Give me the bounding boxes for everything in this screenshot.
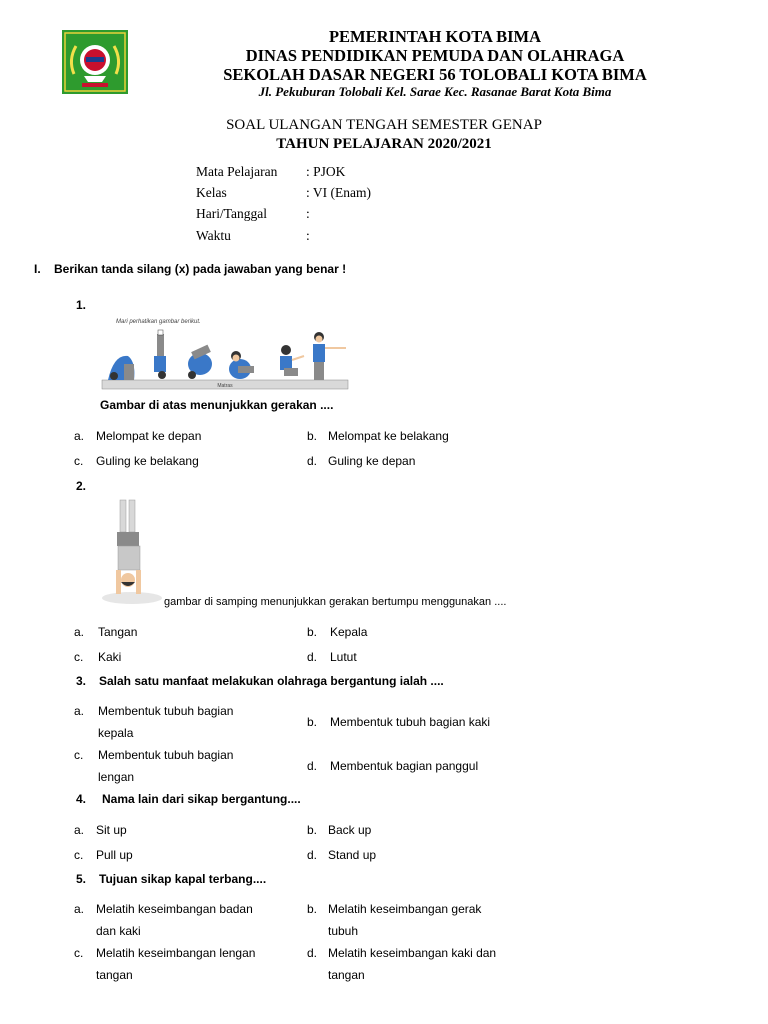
q2-option-a-letter: a.	[74, 625, 85, 639]
roll-pose-2	[154, 330, 166, 379]
forward-roll-sequence-figure	[100, 312, 350, 392]
info-value-class: : VI (Enam)	[306, 185, 371, 200]
q3-option-b-line1: Membentuk tubuh bagian kaki	[330, 715, 491, 729]
header-line-1: PEMERINTAH KOTA BIMA	[328, 27, 542, 46]
q5-option-b-line1: Melatih keseimbangan gerak	[328, 902, 482, 916]
q5-option-a-letter: a.	[74, 902, 85, 916]
info-label-class: Kelas	[196, 185, 227, 200]
section-numeral: I.	[34, 262, 41, 276]
q2-option-d-letter: d.	[307, 650, 318, 664]
q2-option-d-text: Lutut	[330, 650, 357, 664]
q2-option-a-text: Tangan	[98, 625, 138, 639]
q3-option-a-line2: kepala	[98, 726, 134, 740]
q2-option-c-letter: c.	[74, 650, 84, 664]
question-4-text: Nama lain dari sikap bergantung....	[102, 792, 301, 806]
mat-label: Matras	[217, 383, 233, 389]
q4-option-d-letter: d.	[307, 848, 318, 862]
question-5-text: Tujuan sikap kapal terbang....	[99, 872, 267, 886]
info-label-time: Waktu	[196, 228, 231, 243]
q1-option-d-text: Guling ke depan	[328, 454, 416, 468]
q4-option-c-text: Pull up	[96, 848, 133, 862]
q4-option-a-letter: a.	[74, 823, 85, 837]
q3-option-c-letter: c.	[74, 748, 84, 762]
q5-option-c-line2: tangan	[96, 968, 133, 982]
figure-caption: Mari perhatikan gambar berikut.	[116, 319, 201, 325]
q5-option-d-line2: tangan	[328, 968, 365, 982]
handstand-figure	[100, 496, 164, 606]
q5-option-c-line1: Melatih keseimbangan lengan	[96, 946, 256, 960]
info-value-subject: : PJOK	[306, 164, 346, 179]
q1-option-a-text: Melompat ke depan	[96, 429, 202, 443]
exam-title: SOAL ULANGAN TENGAH SEMESTER GENAP	[226, 117, 542, 133]
q5-option-b-line2: tubuh	[328, 924, 359, 938]
info-label-date: Hari/Tanggal	[196, 206, 268, 221]
q3-option-a-letter: a.	[74, 704, 85, 718]
question-2-number: 2.	[76, 479, 87, 493]
header-address: Jl. Pekuburan Tolobali Kel. Sarae Kec. Rasanae Barat Kota Bima	[258, 84, 612, 99]
roll-pose-6	[313, 332, 346, 380]
q3-option-c-line2: lengan	[98, 770, 135, 784]
q1-option-b-text: Melompat ke belakang	[328, 429, 449, 443]
roll-pose-4	[229, 351, 254, 379]
q3-option-a-line1: Membentuk tubuh bagian	[98, 704, 234, 718]
q4-option-b-letter: b.	[307, 823, 318, 837]
question-1-text: Gambar di atas menunjukkan gerakan ....	[100, 398, 334, 412]
info-label-subject: Mata Pelajaran	[196, 164, 278, 179]
q5-option-b-letter: b.	[307, 902, 318, 916]
q1-option-a-letter: a.	[74, 429, 85, 443]
info-value-time: :	[306, 228, 310, 243]
header-line-2: DINAS PENDIDIKAN PEMUDA DAN OLAHRAGA	[245, 46, 625, 65]
section-instruction: Berikan tanda silang (x) pada jawaban yang benar !	[54, 262, 347, 276]
q4-option-c-letter: c.	[74, 848, 84, 862]
q1-option-d-letter: d.	[307, 454, 318, 468]
q2-option-b-letter: b.	[307, 625, 318, 639]
question-1-number: 1.	[76, 298, 87, 312]
q5-option-d-letter: d.	[307, 946, 318, 960]
question-4-number: 4.	[76, 792, 87, 806]
kota-bima-logo-icon	[62, 30, 128, 94]
info-value-date: :	[306, 206, 310, 221]
q5-option-a-line1: Melatih keseimbangan badan	[96, 902, 253, 916]
question-2-text: gambar di samping menunjukkan gerakan bertumpu menggunakan ....	[164, 596, 507, 608]
roll-pose-3	[188, 345, 212, 379]
roll-pose-1	[108, 356, 134, 380]
q3-option-b-letter: b.	[307, 715, 318, 729]
q3-option-d-line1: Membentuk bagian panggul	[330, 759, 479, 773]
roll-pose-5	[280, 345, 304, 376]
header-line-3: SEKOLAH DASAR NEGERI 56 TOLOBALI KOTA BIMA	[223, 65, 647, 84]
exam-year: TAHUN PELAJARAN 2020/2021	[276, 136, 492, 152]
q5-option-d-line1: Melatih keseimbangan kaki dan	[328, 946, 497, 960]
q5-option-c-letter: c.	[74, 946, 84, 960]
question-5-number: 5.	[76, 872, 87, 886]
q3-option-c-line1: Membentuk tubuh bagian	[98, 748, 234, 762]
q1-option-c-text: Guling ke belakang	[96, 454, 199, 468]
q2-option-c-text: Kaki	[98, 650, 122, 664]
q4-option-a-text: Sit up	[96, 823, 127, 837]
question-3-text: Salah satu manfaat melakukan olahraga bergantung ialah ....	[99, 674, 444, 688]
question-3-number: 3.	[76, 674, 87, 688]
q5-option-a-line2: dan kaki	[96, 924, 141, 938]
q1-option-c-letter: c.	[74, 454, 84, 468]
q3-option-d-letter: d.	[307, 759, 318, 773]
q2-option-b-text: Kepala	[330, 625, 368, 639]
q1-option-b-letter: b.	[307, 429, 318, 443]
q4-option-d-text: Stand up	[328, 848, 377, 862]
q4-option-b-text: Back up	[328, 823, 372, 837]
